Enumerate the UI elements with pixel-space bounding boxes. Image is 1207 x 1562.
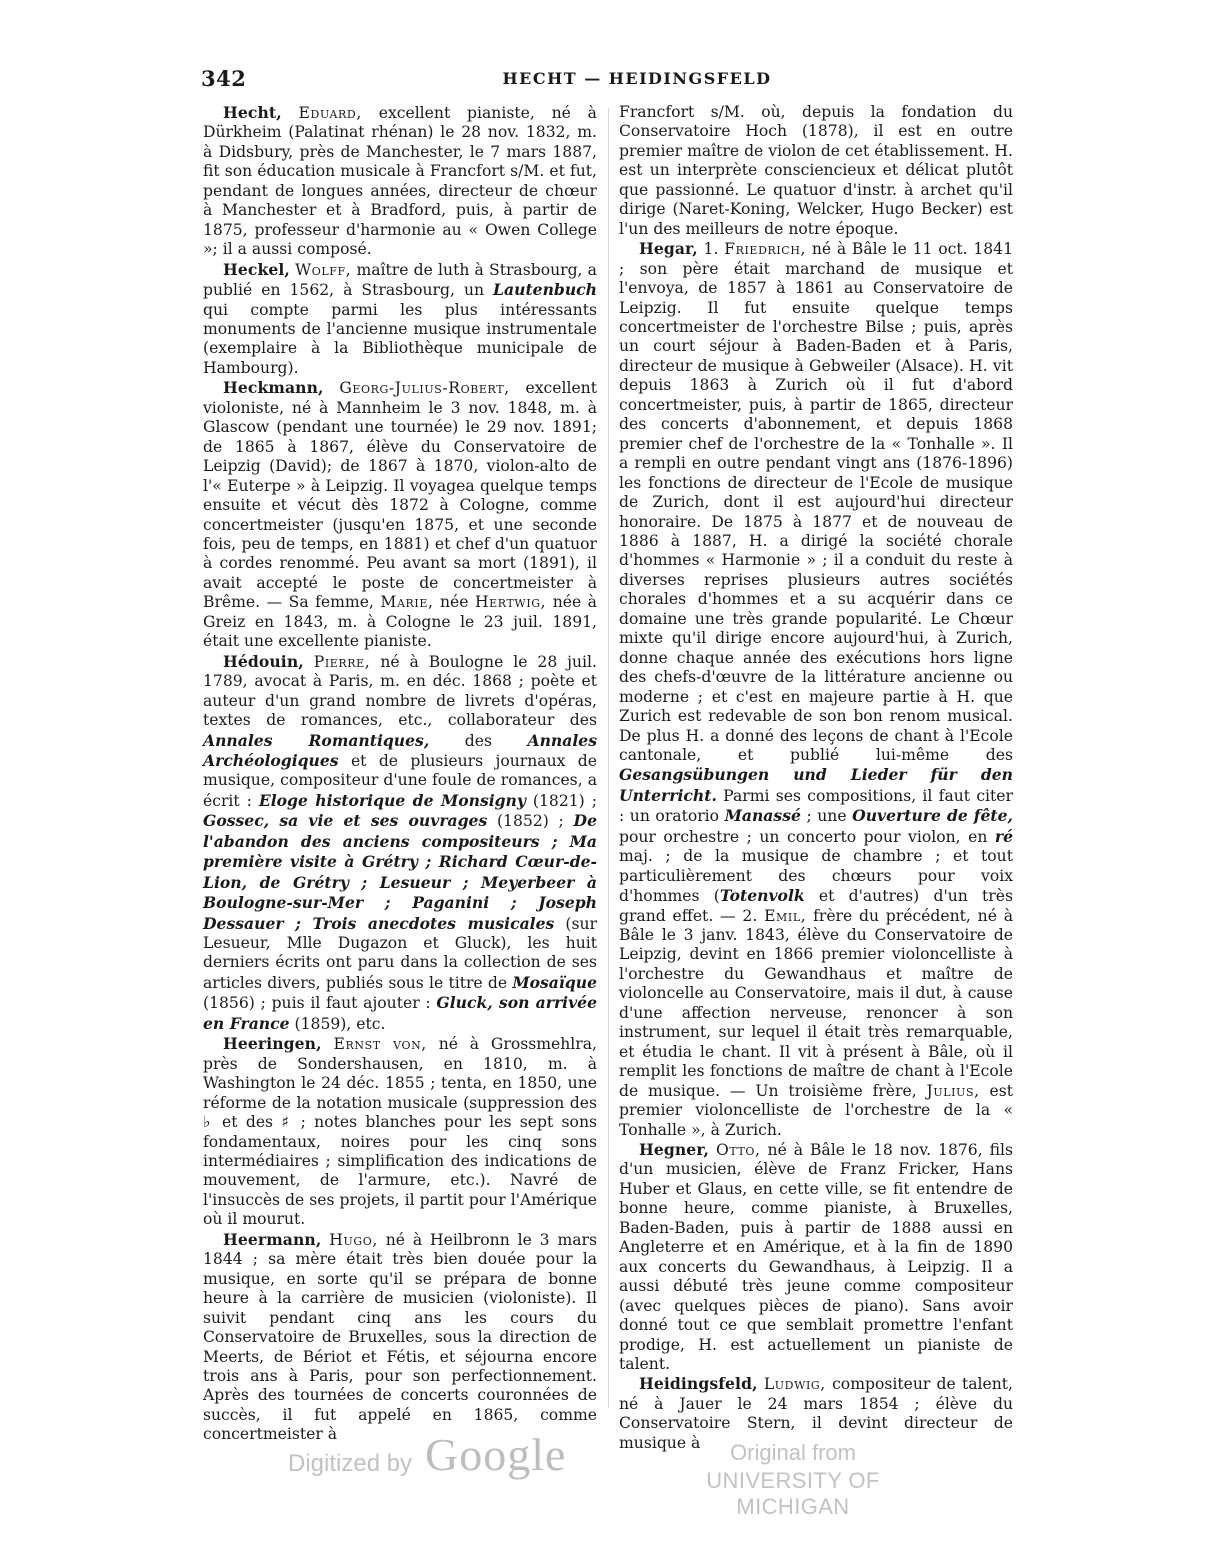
headword: Hegner, [639,1140,710,1160]
given-name: Eduard, [298,104,362,122]
entry-text: née à Greiz en 1843, m. à Cologne le 23 juil. 1891, était une excellente pianiste. [203,593,597,651]
entry-text: des [429,731,528,750]
given-name: Ernst von, [333,1035,427,1054]
entry-text: ; une [800,807,853,826]
right-column [619,103,1013,1453]
headword: Heermann, [223,1229,322,1249]
headword: Hecht, [223,103,282,122]
work-title: Manassé [724,806,801,826]
work-title: Lautenbuch [493,280,597,300]
work-title: Annales Romantiques, [203,730,430,750]
entry-text: maj. ; de la musique de chambre ; et tout particulièrement des chœurs pour voix d'hommes ( [619,847,1013,906]
institution-label: UNIVERSITY OF MICHIGAN [706,1468,880,1519]
entry-text: né à Bâle le 18 nov. 1876, fils d'un musicien, élève de Franz Fricker, Hans Huber et Glaus, en cette ville, se fit entendre de bonne heure, comme pianiste, à Bruxelles, Baden-Baden, puis à partir de 1888 aussi en Angleterre et en Amérique, et à la fin de 1890 aux concerts du Gewandhaus, à Leipzig. Il a aussi débuté très jeune comme compositeur (avec quelques pièces de piano). Sans avoir donné tout ce que semblait promettre l'enfant prodige, H. est actuellement un pianiste de talent. [619,1141,1013,1373]
google-logo: Google [425,1429,567,1480]
given-name: Marie, [380,593,434,612]
entry-hegar [619,239,1013,1140]
entry-text: pour orchestre ; un concerto pour violon, en [619,827,995,846]
given-name: Emil, [764,906,807,925]
page-header [201,66,1013,98]
given-name: Wolff, [295,260,352,279]
entry-text: Parmi ses compositions, il faut citer : un oratorio [619,786,1013,826]
entry-text: (1852) ; [487,812,574,831]
given-name: Ludwig, [763,1375,826,1394]
given-name: Hugo, [329,1230,378,1249]
entry-text: et d'autres) d'un très grand effet. — 2. [619,887,1013,925]
page-number: 342 [201,66,247,91]
entry-text: (1859), etc. [289,1014,386,1033]
entry-text: né à Grossmehlra, près de Sondershausen, en 1810, m. à Washington le 24 déc. 1855 ; tenta, en 1850, une réforme de la notation musicale (suppression des ♭ et des ♯ ; notes blanches pour les sept sons fondamentaux, noires pour les cinq sons intermédiaires ; simplification des indications de mouvement, de l'armure, etc.). Navré de l'insuccès de ses projets, il partit pour l'Amérique où il mourut. [203,1035,597,1229]
entry-text: compositeur de talent, né à Jauer le 24 mars 1854 ; élève du Conservatoire Stern, il devint directeur de musique à [619,1375,1013,1452]
entry-heckel [203,260,597,379]
entry-text: est premier violoncelliste de l'orchestre de la « Tonhalle », à Zurich. [619,1081,1013,1139]
given-name: Otto, [715,1141,761,1160]
entry-text: (1856) ; puis il faut ajouter : [203,994,437,1013]
entry-hecht [203,103,597,260]
work-title: Eloge historique de Monsigny [258,790,526,810]
digitized-by-label: Digitized by [288,1450,413,1477]
entry-text: maître de luth à Strasbourg, a publié en 1562, à Strasbourg, un [203,260,597,300]
entry-text: né à Bâle le 11 oct. 1841 ; son père était marchand de musique et l'envoya, de 1857 à 1861 au Conservatoire de Leipzig. Il fut ensuite quelque temps concertmeister de l'orchestre Bilse ; puis, après un court séjour à Baden-Baden et à Paris, directeur de musique à Gebweiler (Alsace). H. vit depuis 1863 à Zurich où il fut d'abord concertmeister, puis, à partir de 1865, directeur des concerts d'abonnement, et depuis 1868 premier chef de l'orchestre de la « Tonhalle ». Il a rempli en outre pendant vingt ans (1876-1896) les fonctions de directeur de l'Ecole de musique de Zurich, dont il est aujourd'hui directeur honoraire. De 1875 à 1877 et de nouveau de 1886 à 1887, H. a dirigé la société chorale d'hommes « Harmonie » ; il a conduit du reste à diverses reprises plusieurs autres sociétés chorales d'hommes et a su acquérir dans ce domaine une très grande popularité. Le Chœur mixte qu'il dirige encore aujourd'hui, à Zurich, donne chaque année des exécutions hors ligne des chefs-d'œuvre de la littérature ancienne ou moderne ; et c'est en majeure partie à H. que Zurich est redevable de son bon renom musical. De plus H. a donné des leçons de chant à l'Ecole cantonale, et publié lui-même des [619,240,1014,764]
original-from-label: Original from [730,1440,856,1465]
work-title: Gossec, sa vie et ses ouvrages [203,811,488,831]
work-title: Ouverture de fête, [852,806,1013,826]
entry-text: (1821) ; [525,791,597,810]
entry-heeringen [203,1034,597,1230]
work-title: Gesangsübungen und Lieder für den Unterricht. [619,765,1013,805]
headword: Heckmann, [223,378,324,398]
work-title: Totenvolk [719,886,805,906]
left-column [203,103,597,1445]
entry-text: qui compte parmi les plus intéressants monuments de l'ancienne musique instrumentale (exemplaire à la Bibliothèque municipale de Hambourg). [203,300,597,377]
work-title: Mosaïque [512,972,597,992]
key-name: ré [994,826,1013,846]
headword: Hédouin, [223,651,304,671]
entry-text: née [433,593,475,612]
headword: Heeringen, [223,1034,322,1054]
given-name: Julius, [926,1081,980,1100]
headword: Hegar, [639,239,698,259]
digitization-footer [0,1428,1207,1518]
running-head: HECHT — HEIDINGSFELD [502,69,772,88]
entry-heermann [203,1230,597,1445]
work-title: Annales Archéologiques [203,730,597,770]
entry-text: (sur Lesueur, Mlle Dugazon et Gluck), les huit derniers écrits ont paru dans la collection de ses articles divers, publiés sous le titre de [203,914,597,992]
entry-text: excellent violoniste, né à Mannheim le 3 nov. 1848, m. à Glascow (pendant une tournée) le 29 nov. 1891; de 1865 à 1867, élève du Conservatoire de Leipzig (David); de 1867 à 1870, violon-alto de l'« Euterpe » à Leipzig. Il voyagea quelque temps ensuite et vécut dès 1872 à Cologne, comme concertmeister (jusqu'en 1875, et une seconde fois, peu de temps, en 1881) et chef d'un quatuor à cordes renommé. Peu avant sa mort (1891), il avait accepté le poste de concertmeister à Brême. — Sa femme, [203,379,597,612]
entry-text: né à Heilbronn le 3 mars 1844 ; sa mère était très bien douée pour la musique, en sorte qu'il se prépara de bonne heure à la carrière de musicien (violoniste). Il suivit pendant cinq ans les cours du Conservatoire de Bruxelles, sous la direction de Meerts, de Bériot et Fétis, et séjourna encore trois ans à Paris, pour son perfectionnement. Après des tournées de concerts couronnées de succès, il fut appelé en 1865, comme concertmeister à [203,1230,597,1444]
given-name: Pierre, [313,652,371,671]
headword: Heidingsfeld, [639,1374,758,1394]
work-title: De l'abandon des anciens compositeurs ; Ma première visite à Grétry ; Richard Cœur-de-Lion, de Grétry ; Lesueur ; Meyerbeer à Boulogne-sur-Mer ; Paganini ; Joseph Dessauer ; Trois anecdotes musicales [203,811,597,933]
entry-text: frère du précédent, né à Bâle le 3 janv. 1843, élève du Conservatoire de Leipzig, devint en 1866 premier violoncelliste à l'orchestre du Gewandhaus et maître de violoncelle au Conservatoire, mais il dut, à cause d'une affection nerveuse, renoncer à son instrument, sur lequel il était très remarquable, et étudia le chant. Il vit à présent à Bâle, où il remplit les fonctions de maître de chant à l'Ecole de musique. — Un troisième frère, [619,906,1013,1100]
entry-heckmann [203,378,597,651]
column-divider [608,108,609,1408]
headword: Heckel, [223,259,290,279]
maiden-name: Hertwig, [474,593,547,612]
entry-text: né à Boulogne le 28 juil. 1789, avocat à Paris, m. en déc. 1868 ; poète et auteur d'un grand nombre de livrets d'opéras, textes de romances, etc., collaborateur des [203,652,597,730]
entry-text: excellent pianiste, né à Dürkheim (Palatinat rhénan) le 28 nov. 1832, m. à Didsbury, près de Manchester, le 7 mars 1887, fit son éducation musicale à Francfort s/M. et fut, pendant de longues années, directeur de chœur à Manchester et à Bradford, puis, à partir de 1875, professeur d'harmonie au « Owen College »; il a aussi composé. [203,104,597,259]
entry-text: 1. [697,240,725,259]
given-name: Georg-Julius-Robert, [339,379,510,398]
given-name: Friedrich, [724,240,807,259]
entry-text: et de plusieurs journaux de musique, compositeur d'une foule de romances, a écrit : [203,751,597,810]
entry-hedouin [203,652,597,1035]
entry-hegner [619,1140,1013,1374]
work-title: Gluck, son arrivée en France [203,993,598,1033]
entry-heermann-continued: Francfort s/M. où, depuis la fondation du Conservatoire Hoch (1878), il est en outre premier maître de violon de cet établissement. H. est un interprète consciencieux et délicat plutôt que passionné. Le quatuor d'instr. à archet qu'il dirige (Naret-Koning, Welcker, Hugo Becker) est l'un des meilleurs de notre époque. [619,103,1013,238]
